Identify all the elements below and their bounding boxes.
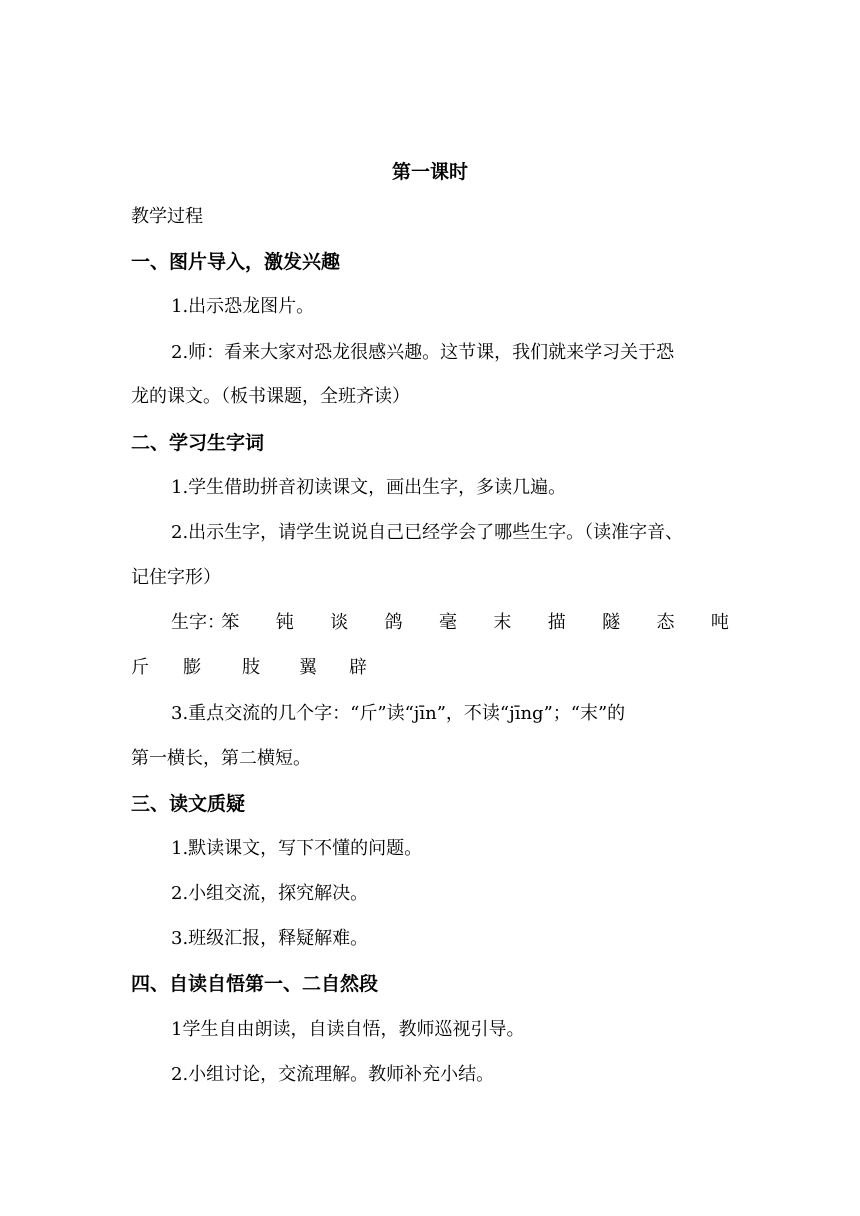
- new-characters-row-1: [131, 609, 729, 637]
- process-label: 教学过程: [131, 206, 203, 227]
- page-title: 第一课时: [391, 161, 468, 183]
- section-1-item-2-line-2: 龙的课文。（板书课题，全班齐读）: [131, 386, 410, 407]
- section-4-item-1: 1学生自由朗读，自读自悟，教师巡视引导。: [171, 1019, 525, 1040]
- section-2-item-2-line-2: 记住字形）: [131, 567, 221, 588]
- section-1-item-1: 1.出示恐龙图片。: [171, 296, 315, 317]
- character: 笨: [221, 612, 240, 633]
- character: 隧: [602, 612, 621, 633]
- character: 斤: [131, 657, 149, 678]
- character: 末: [493, 612, 512, 633]
- character: 谈: [330, 612, 349, 633]
- section-4-item-2: 2.小组讨论，交流理解。教师补充小结。: [171, 1064, 495, 1085]
- character: 描: [547, 612, 566, 633]
- document-page: [131, 0, 729, 1216]
- section-1-item-2-line-1: 2.师：看来大家对恐龙很感兴趣。这节课，我们就来学习关于恐: [171, 342, 675, 363]
- section-2-item-3-line-2: 第一横长，第二横短。: [131, 748, 311, 769]
- new-characters-label: 生字：: [171, 612, 225, 633]
- section-2-item-2-line-1: 2.出示生字，请学生说说自己已经学会了哪些生字。（读准字音、: [171, 522, 684, 543]
- section-2-heading: 二、学习生字词: [131, 432, 265, 454]
- character: 鸽: [384, 612, 403, 633]
- character: 肢: [242, 657, 260, 678]
- section-4-heading: 四、自读自悟第一、二自然段: [131, 973, 379, 995]
- section-3-heading: 三、读文质疑: [131, 793, 246, 815]
- section-2-item-3-line-1: 3.重点交流的几个字：“斤”读“jīn”，不读“jīng”；“末”的: [171, 703, 626, 724]
- character: 吨: [710, 612, 729, 633]
- section-2-item-1: 1.学生借助拼音初读课文，画出生字，多读几遍。: [171, 477, 567, 498]
- section-3-item-3: 3.班级汇报，释疑解难。: [171, 928, 369, 949]
- character: 钝: [275, 612, 294, 633]
- section-3-item-2: 2.小组交流，探究解决。: [171, 883, 369, 904]
- character: 翼: [299, 657, 317, 678]
- section-3-item-1: 1.默读课文，写下不懂的问题。: [171, 838, 423, 859]
- character: 毫: [438, 612, 457, 633]
- character: 膨: [183, 657, 201, 678]
- character: 辟: [349, 657, 367, 678]
- character: 态: [656, 612, 675, 633]
- section-1-heading: 一、图片导入，激发兴趣: [131, 251, 341, 273]
